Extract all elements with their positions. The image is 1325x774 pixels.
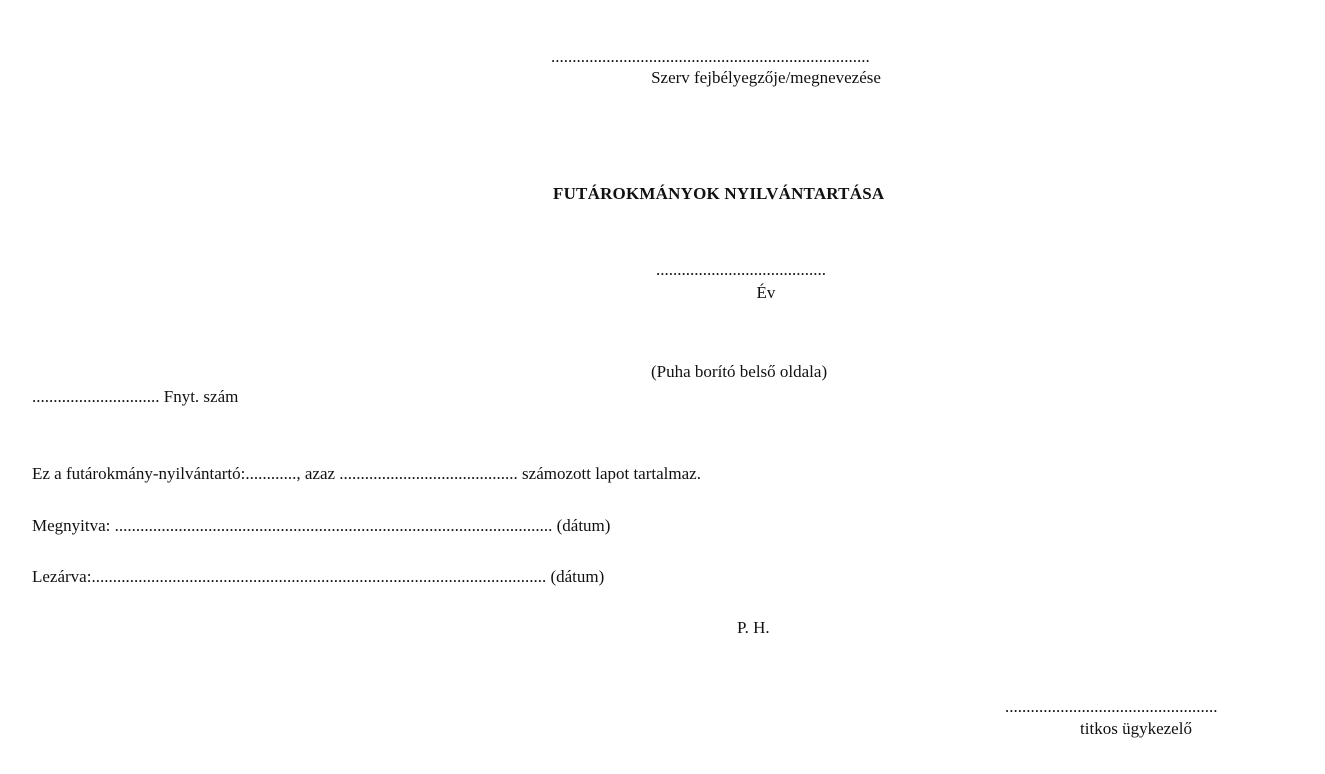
opened-date-line: Megnyitva: ....................................................................................................... (dátum): [32, 516, 611, 535]
fnyt-dotted-line: ..............................: [32, 387, 160, 406]
document-title: FUTÁROKMÁNYOK NYILVÁNTARTÁSA: [553, 184, 885, 203]
signature-dotted-line: ..................................................: [1005, 697, 1218, 716]
closed-date-line: Lezárva:........................................................................................................... (dátum): [32, 567, 605, 586]
signature-label: titkos ügykezelő: [1080, 719, 1192, 738]
stamp-label: Szerv fejbélyegzője/megnevezése: [651, 68, 881, 87]
stamp-dotted-line: ...........................................................................: [551, 47, 870, 66]
seal-placeholder: P. H.: [737, 618, 770, 637]
fnyt-number-line: [32, 387, 238, 407]
page-count-statement: Ez a futárokmány-nyilvántartó:............, azaz .......................................... számozott lapot tartalmaz.: [32, 464, 701, 483]
fnyt-label: Fnyt. szám: [163, 387, 239, 406]
year-label: Év: [756, 283, 776, 302]
year-dotted-line: ........................................: [656, 260, 826, 279]
cover-note: (Puha borító belső oldala): [651, 362, 828, 381]
